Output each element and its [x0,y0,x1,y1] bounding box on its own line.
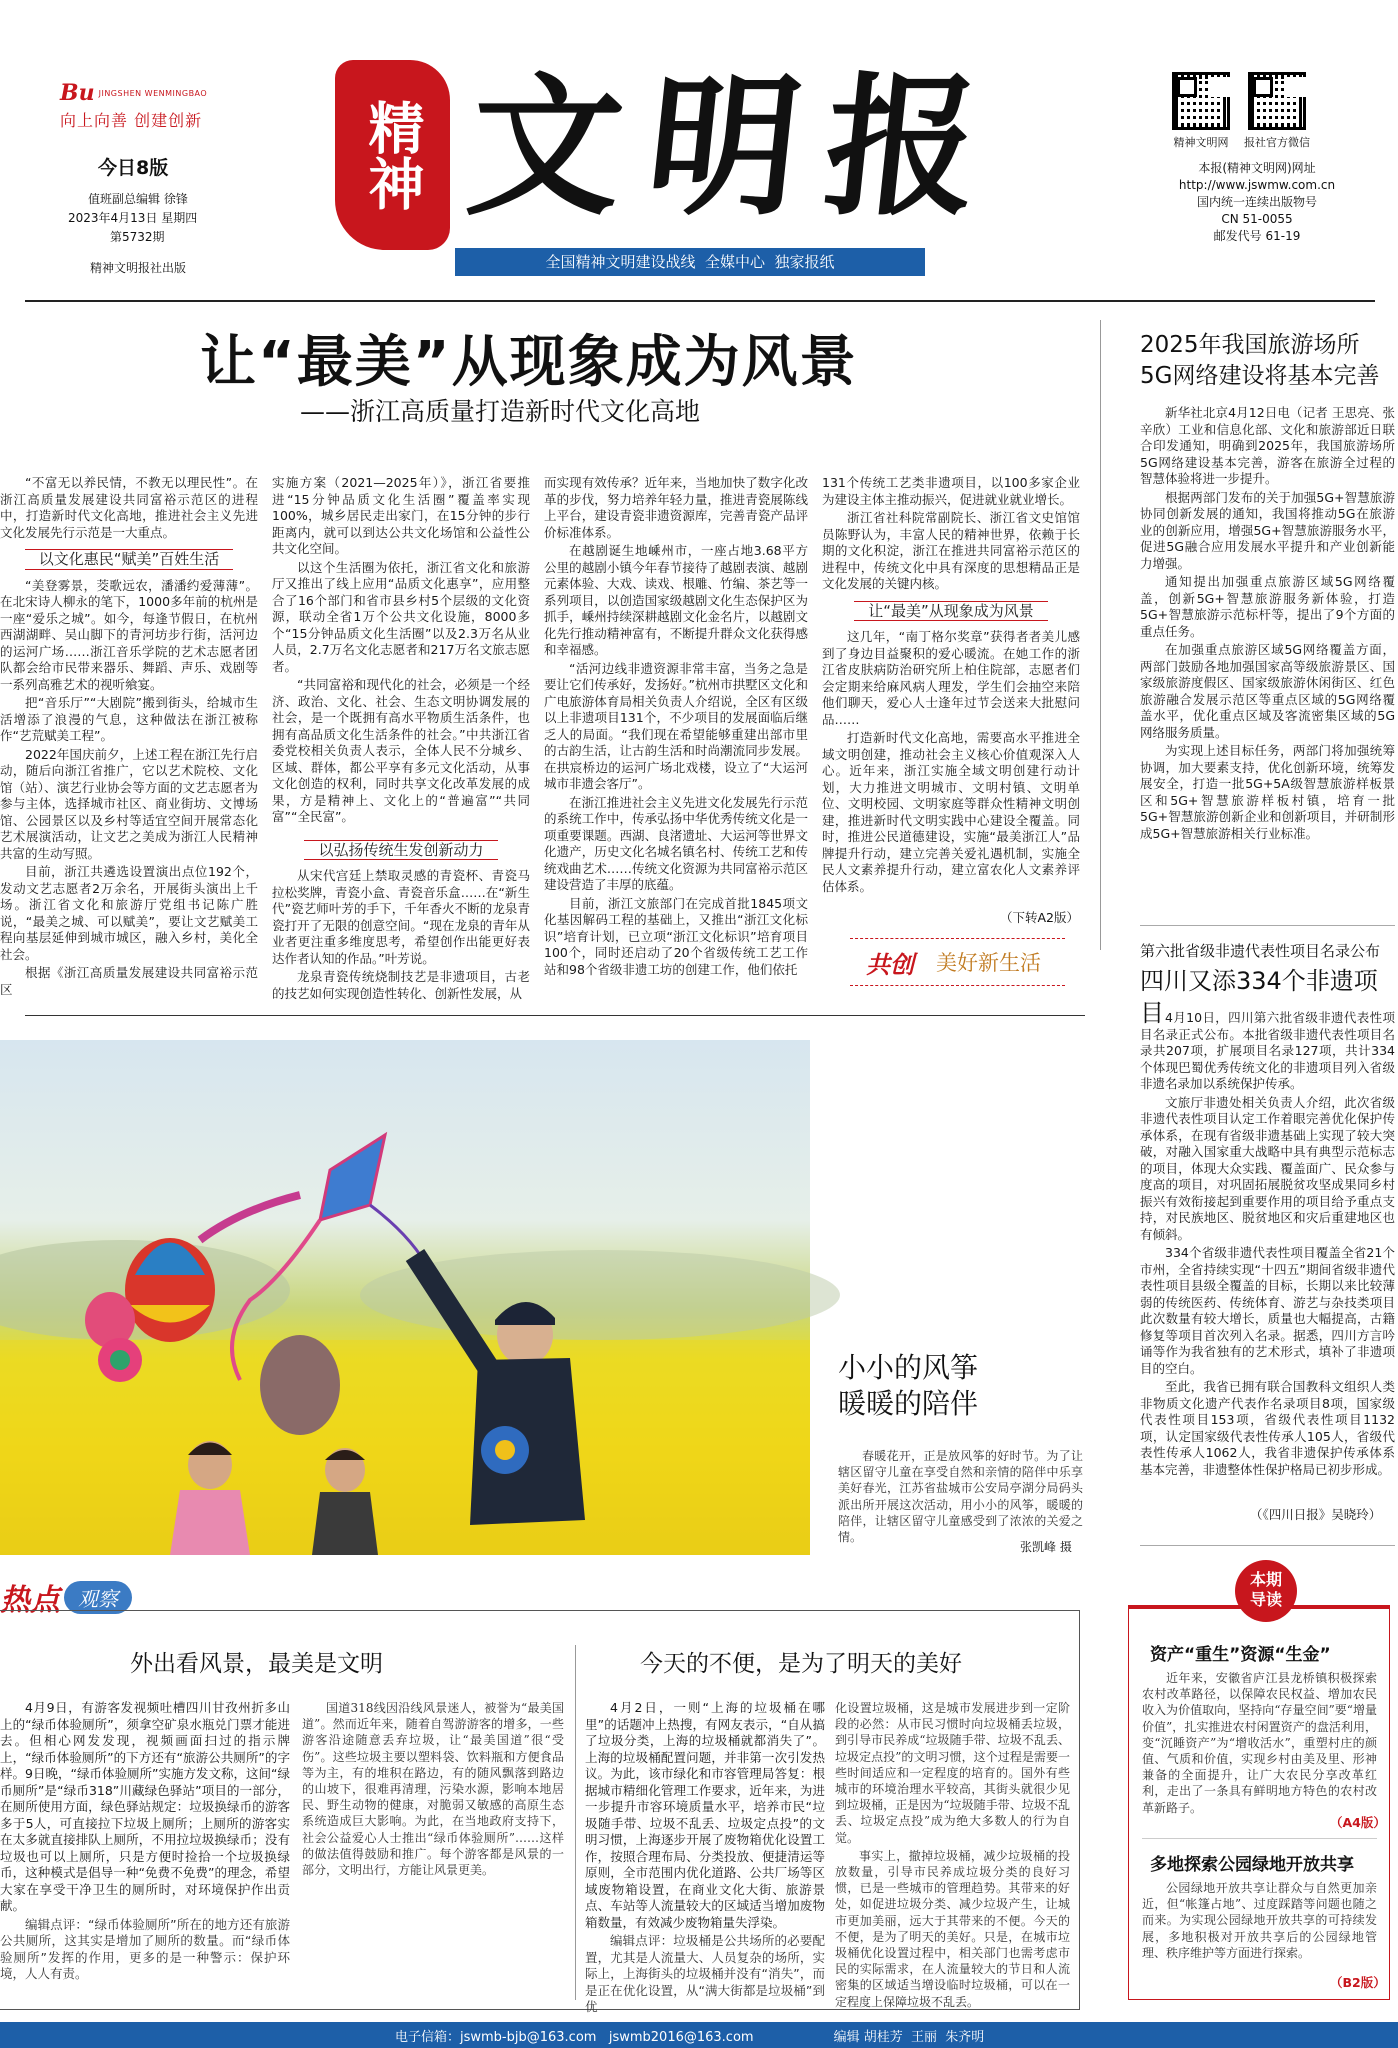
side-mid-title: 四川又添334个非遗项目 [1140,967,1378,1027]
qr-code-icon[interactable] [1172,72,1230,130]
press-info: 本报(精神文明网)网址 http://www.jswmw.com.cn 国内统一连续出版物号 CN 51-0055 邮发代号 61-19 [1178,161,1336,243]
side-top-title: 2025年我国旅游场所 5G网络建设将基本完善 [1140,332,1380,389]
guide-text-1: 近年来，安徽省庐江县龙桥镇积极探索农村改革路径，以保障农民权益、增加农民收入为价值取向，坚持向“存量空间”要“增量价值”，扎实推进农村闲置资产的盘活利用，变“沉睡资产”为“增收活水”，重塑村庄的颜值、气质和价值，实现乡村由美及里、形神兼备的全面提升，让广大农民分享改革红利，走出了一条具有鲜明地方特色的农村改革新路子。 [1142,1671,1377,1815]
lead-col-3: 而实现有效传承？近年来，当地加快了数字化改革的步伐，努力培养年轻力量，推进青瓷展陈线上平台，建设青瓷非遗资源库，完善青瓷产品评价标准体系。 在越剧诞生地嵊州市，一座占地3.68平方公里的越剧小镇今年春节接待了越剧表演、越剧元素体验、大戏、读戏、根雕、竹编、茶艺等一系列项目，以创造国家级越剧文化生态保护区为抓手，嵊州持续深耕越剧文化金名片，以越剧文化先行推动精神富有，不断提升群众文化获得感和幸福感。 “活河边线非遗资源非常丰富，当务之急是要让它们传承好，发扬好。”杭州市拱墅区文化和广电旅游体育局相关负责人介绍说，全区有区级以上非遗项目131个，不少项目的发展面临后继乏人的局面。“我们现在希望能够重建出部市里的古韵生活，让古韵生活和时尚潮流同步发展。在拱宸桥边的运河广场北戏楼，设立了“大运河城市非遗会客厅”。 在浙江推进社会主义先进文化发展先行示范的系统工作中，传承弘扬中华优秀传统文化是一项重要课题。西湖、良渚遗址、大运河等世界文化遗产，历史文化名城名镇名村、传统工艺和传统戏曲艺术……传统文化资源为共同富裕示范区建设营造了丰厚的底蕴。 目前，浙江文旅部门在完成首批1845项文化基因解码工程的基础上，又推出“浙江文化标识”培育计划，已立项“浙江文化标识”培育项目100个，同时还启动了20个省级传统工艺工作站和98个省级非遗工坊的创建工作，他们依托 [544,475,808,977]
title-red-seal: 精神 [335,60,450,250]
qr2-label: 报社官方微信 [1244,136,1310,149]
issue-number: 第5732期 [110,230,165,244]
hot-right-title: 今天的不便，是为了明天的美好 [640,1651,962,1677]
kite-photo [0,1040,810,1555]
masthead-title [335,58,1095,253]
brand-en: JINGSHEN WENMINGBAO [98,88,208,98]
side-mid-source: （《四川日报》吴晓玲） [1250,1507,1382,1522]
lead-subhead-1: 以文化惠民“赋美”百姓生活 [25,549,234,570]
lead-col-2: 实施方案（2021—2025年）》，浙江省要推进“15分钟品质文化生活圈”覆盖率实现100%，城乡居民走出家门，在15分钟的步行距离内，就可以到达公共文化场馆和公益性公共文化空间。 以这个生活圈为依托，浙江省文化和旅游厅又推出了线上应用“品质文化惠享”，应用整合了16个部门和省市县乡村5个层级的文化资源，联动全省1万个公共文化设施，8000多个“15分钟品质文化生活圈”以及2.3万名从业人员，2.7万名文化志愿者和217万名文旅志愿者。 “共同富裕和现代化的社会，必须是一个经济、政治、文化、社会、生态文明协调发展的社会，是一个既拥有高水平物质生活条件，也拥有高品质文化生活条件的社会。”中共浙江省委党校相关负责人表示，全体人民不分城乡、区域、群体，都公平享有多元文化活动，从事文化创造的权利，同时共享文化改革发展的成果，方是精神上、文化上的“普遍富”“共同富”“全民富”。 以弘扬传统生发创新动力 从宋代宫廷上禁取灵感的青瓷杯、青瓷马拉松奖牌，青瓷小盒、青瓷音乐盒……在“新生代”瓷艺师叶芳的手下，千年香火不断的龙泉青瓷打开了无限的创意空间。“现在龙泉的青年从业者更注重多维度思考，希望创作出能更好表达作者认知的作品。”叶芳说。 龙泉青瓷传统烧制技艺是非遗项目，古老的技艺如何实现创造性转化、创新性发展，从 [272,475,530,1001]
masthead-left [60,80,240,276]
brand-logo: Bu [60,80,95,106]
title-black: 文明报 [460,57,1014,236]
footer-editors: 编辑 胡桂芳 王丽 朱齐明 [833,2029,985,2045]
qr-block [1172,72,1342,245]
side-top-body: 新华社北京4月12日电（记者 王思亮、张辛欣）工业和信息化部、文化和旅游部近日联合印发通知，明确到2025年，我国旅游场所5G网络建设基本完善，游客在旅游全过程的智慧体验将进一步提升。 根据两部门发布的关于加强5G+智慧旅游协同创新发展的通知，我国将推动5G在旅游业的创新应用，增强5G+智慧旅游服务水平，促进5G融合应用发展水平提升和产业创新能力增强。 通知提出加强重点旅游区域5G网络覆盖，创新5G+智慧旅游服务新体验，打造5G+智慧旅游示范标杆等，提出了9个方面的重点任务。 在加强重点旅游区域5G网络覆盖方面，两部门鼓励各地加强国家高等级旅游景区、国家级旅游度假区、国家级旅游休闲街区、红色旅游融合发展示范区等重点区域的5G网络覆盖水平，优化重点区域及客流密集区域的5G网络服务质量。 为实现上述目标任务，两部门将加强统筹协调，加大要素支持，优化创新环境，统筹发展安全，打造一批5G+5A级智慧旅游样板景区和5G+智慧旅游样板村镇，培育一批5G+智慧旅游创新企业和创新项目，并研制形成5G+智慧旅游相关行业标准。 [1140,405,1395,841]
photo-credit: 张凯峰 摄 [1020,1540,1072,1554]
hot-right-col-2: 化设置垃圾桶，这是城市发展进步到一定阶段的必然：从市民习惯时向垃圾桶丢垃圾，到引导市民养成“垃圾随手带、垃圾不乱丢、垃圾定点投”的文明习惯，这个过程是需要一些时间适应和一定程度的培育的。国外有些城市的环境治理水平较高，其街头就很少见到垃圾桶，正是因为“垃圾随手带、垃圾不乱丢、垃圾定点投”成为绝大多数人的行为自觉。 事实上，撤掉垃圾桶，减少垃圾桶的投放数量，引导市民养成垃圾分类的良好习惯，已是一些城市的管理趋势。其带来的好处，如促进垃圾分类、减少垃圾产生，让城市更加美丽，远大于其带来的不便。今天的不便，是为了明天的美好。只是，在城市垃圾桶优化设置过程中，相关部门也需考虑市民的实际需求，在人流量较大的节日和人流密集的区域适当增设临时垃圾桶，可以在一定程度上保障垃圾不乱丢。 [835,1701,1070,2009]
hot-right-col-1: 4月2日，一则“上海的垃圾桶在哪里”的话题冲上热搜，有网友表示，“自从搞了垃圾分类，上海的垃圾桶就都消失了”。上海的垃圾桶配置问题，并非第一次引发热议。为此，该市绿化和市容管理局答复：根据城市精细化管理工作要求，近年来，为进一步提升市容环境质量水平，培养市民“垃圾随手带、垃圾不乱丢、垃圾定点投”的文明习惯，上海逐步开展了废物箱优化设置工作，按照合理布局、分类投放、便捷清运等原则，全市范围内优化道路、公共厂场等区域废物箱设置，在商业文化大街、旅游景点、车站等人流量较大的区域适当增加废物箱数量，有效减少废物箱量失浮染。 编辑点评：垃圾桶是公共场所的必要配置，尤其是人流量大、人员复杂的场所，实际上，上海街头的垃圾桶并没有“消失”，而是正在优化设置，从“满大街都是垃圾桶”到优 [585,1700,825,2014]
guide-head-2: 多地探索公园绿地开放共享 [1150,1855,1354,1875]
guide-ref-1: （A4版） [1330,1815,1386,1830]
side-mid-body: 4月10日，四川第六批省级非遗代表性项目名录正式公布。本批省级非遗代表性项目名录共207项，扩展项目名录127项，共计334个体现巴蜀优秀传统文化的非遗项目列入省级非遗名录加以系统保护传承。 文旅厅非遗处相关负责人介绍，此次省级非遗代表性项目认定工作着眼完善优化保护传承体系，在现有省级非遗基础上实现了较大突破，对融入国家重大战略中具有典型示范标志的项目，体现大众实践、覆盖面广、民众参与度高的项目，对巩固拓展脱贫攻坚成果同乡村振兴有效衔接起到重要作用的项目给予重点支持，对民族地区、脱贫地区和灾后重建地区也有倾斜。 334个省级非遗代表性项目覆盖全省21个市州，全省持续实现“十四五”期间省级非遗代表性项目县级全覆盖的目标，长期以来比较薄弱的传统医药、传统体育、游艺与杂技类项目此次数量有较大增长，质量也大幅提高，古籍修复等项目首次列入名录。据悉，四川方言吟诵等作为我省独有的艺术形式，填补了非遗项目的空白。 至此，我省已拥有联合国教科文组织人类非物质文化遗产代表作名录项目8项，国家级代表性项目153项，省级代表性项目1132项，认定国家级代表性传承人105人，省级代表性传承人1062人，我省非遗保护传承体系基本完善，非遗整体性保护格局已初步形成。 [1140,1010,1395,1477]
footer-email[interactable]: 电子信箱：jswmb-bjb@163.com jswmb2016@163.com [395,2029,754,2045]
lead-col-4: 131个传统工艺类非遗项目，以100多家企业为建设主体主推动振兴，促进就业就业增长。 浙江省社科院常副院长、浙江省文史馆馆员陈野认为，丰富人民的精神世界，依赖于长期的文化积淀，浙江在推进共同富裕示范区的进程中，传统文化中具有深度的思想精品正是文化发展的关键内核。 让“最美”从现象成为风景 这几年，“南丁格尔奖章”获得者者美儿感到了身边目益聚积的爱心暖流。在她工作的浙江省皮肤病防治研究所上柏住院部，志愿者们会定期来给麻风病人理发，学生们会抽空来陪他们聊天，爱心人士逢年过节会送来大批慰问品…… 打造新时代文化高地，需要高水平推进全域文明创建，推动社会主义核心价值观深入人心。近年来，浙江实施全域文明创建行动计划，大力推进文明城市、文明村镇、文明单位、文明校园、文明家庭等群众性精神文明创建，推进新时代文明实践中心建设全覆盖。同时，推进公民道德建设，实施“最美浙江人”品牌提升行动，建立完善关爱礼遇机制，实施全民人文素养提升行动，建立富农化人文素养评估体系。 [822,475,1080,894]
duty-editor: 值班副总编辑 徐锋 [88,192,188,206]
hot-left-title: 外出看风景，最美是文明 [130,1651,383,1677]
photo-caption-text: 春暖花开，正是放风筝的好时节。为了让辖区留守儿童在享受自然和亲情的陪伴中乐享美好春光，江苏省盐城市公安局亭湖分局码头派出所开展这次活动，用小小的风筝，暖暖的陪伴，让辖区留守儿童感受到了浓浓的关爱之情。 [838,1449,1083,1545]
publisher: 精神文明报社出版 [90,261,187,275]
kite-photo-drawing [0,1040,810,1555]
masthead-band: 全国精神文明建设战线 全媒中心 独家报纸 [455,248,925,276]
lead-subhead-3: 让“最美”从现象成为风景 [854,601,1048,622]
qr-code-icon[interactable] [1248,72,1306,130]
guide-text-2: 公园绿地开放共享让群众与自然更加亲近，但“帐篷占地”、过度踩踏等问题也随之而来。为实现公园绿地开放共享的可持续发展，多地积极对开放共享后的公园绿地管理、秩序维护等方面进行探索。 [1142,1881,1377,1960]
lead-subtitle: ——浙江高质量打造新时代文化高地 [300,397,701,426]
issue-date: 2023年4月13日 星期四 [68,211,198,225]
hot-left-col-1: 4月9日，有游客发视频吐槽四川甘孜州折多山上的“绿币体验厕所”，须拿空矿泉水瓶兑门票才能进去。但相心网发发现，视频画面扫过的指示牌上，“绿币体验厕所”的下方还有“旅游公共厕所”的字样。9日晚，“绿币体验厕所”实施方发文称，这间“绿币厕所”是“绿币318”川藏绿色驿站”项目的一部分，在厕所使用方面，绿色驿站规定：垃圾换绿币的游客多于5人，可直接拉下垃圾上厕所；上厕所的游客实在太多就直接排队上厕所，不用拉垃圾换绿币；没有垃圾也可以上厕所，只是方便时捡拾一个垃圾换绿币，这种模式是倡导一种“免费不免费”的理念，希望大家在享受干净卫生的厕所时，对环境保护作出贡献。 编辑点评：“绿币体验厕所”所在的地方还有旅游公共厕所，这其实是增加了厕所的数量。而“绿币体验厕所”发挥的作用，更多的是一种警示：保护环境，人人有责。 [0,1700,290,1981]
guide-badge: 本期 导读 [1235,1560,1297,1622]
photo-caption-title: 小小的风筝 暖暖的陪伴 [838,1351,979,1420]
slogan: 向上向善 创建创新 [60,111,203,130]
qr1-label: 精神文明网 [1173,136,1229,149]
guide-ref-2: （B2版） [1330,1975,1386,1990]
hot-label: 热点 观察 [0,1575,132,1619]
lead-continue: （下转A2版） [1000,910,1080,925]
gongchuang-tag: 共创 美好新生活 [850,938,1065,986]
today-pages: 今日8版 [98,157,169,179]
lead-subhead-2: 以弘扬传统生发创新动力 [304,840,497,861]
side-mid-kicker: 第六批省级非遗代表性项目名录公布 [1140,942,1381,960]
guide-head-1: 资产“重生”资源“生金” [1150,1645,1331,1665]
footer-bar [0,2022,1398,2048]
hot-left-col-2: 国道318线因沿线风景迷人，被誉为“最美国道”。然而近年来，随着自驾游游客的增多，一些游客沿途随意丢弃垃圾，让“最美国道”很“受伤”。这些垃圾主要以塑料袋、饮料瓶和方便食品等为主，有的堆积在路边，有的随风飘落到路边的山坡下，很难再清理，污染水源，影响本地居民、野生动物的健康，对脆弱又敏感的高原生态系统造成巨大影响。为此，在当地政府支持下，社会公益爱心人士推出“绿币体验厕所”……这样的做法值得鼓励和推广。每个游客都是风景的一部分，文明出行，方能让风景更美。 [302,1701,564,1878]
lead-title: 让“最美”从现象成为风景 [200,330,858,395]
lead-col-1: “不富无以养民情，不教无以理民性”。在浙江高质量发展建设共同富裕示范区的进程中，打造新时代文化高地，推进社会主义先进文化发展先行示范是一大重点。 以文化惠民“赋美”百姓生活 “美登雾景，茭歌远农，潘潘约爱薄薄”。在北宋诗人柳永的笔下，1000多年前的杭州是一座“爱乐之城”。如今，每逢节假日，在杭州西湖湖畔、吴山脚下的青河坊步行街，活河边的运河广场……浙江音乐学院的艺术志愿者团队都会给市民带来器乐、舞蹈、声乐、戏剧等一系列高雅艺术的视听飨宴。 把“音乐厅”“大剧院”搬到街头，给城市生活增添了浪漫的气息，这种做法在浙江被称作“艺荒赋美工程”。 2022年国庆前夕，上述工程在浙江先行启动，随后向浙江省推广，它以艺术院校、文化馆（站）、演艺行业协会等方面的文艺志愿者为参与主体，选择城市社区、商业街坊、文博场馆、公园景区以及乡村等适宜空间开展常态化艺术展演活动，让文艺之美成为浙江人民精神共富的生动写照。 目前，浙江共遴选设置演出点位192个，发动文艺志愿者2万余名，开展街头演出上千场。浙江省文化和旅游厅党组书记陈广胜说，“最美之城、可以赋美”，要让文艺赋美工程向基层延伸到城市城区，融入乡村，美化全社会。 根据《浙江高质量发展建设共同富裕示范区 [0,475,258,997]
